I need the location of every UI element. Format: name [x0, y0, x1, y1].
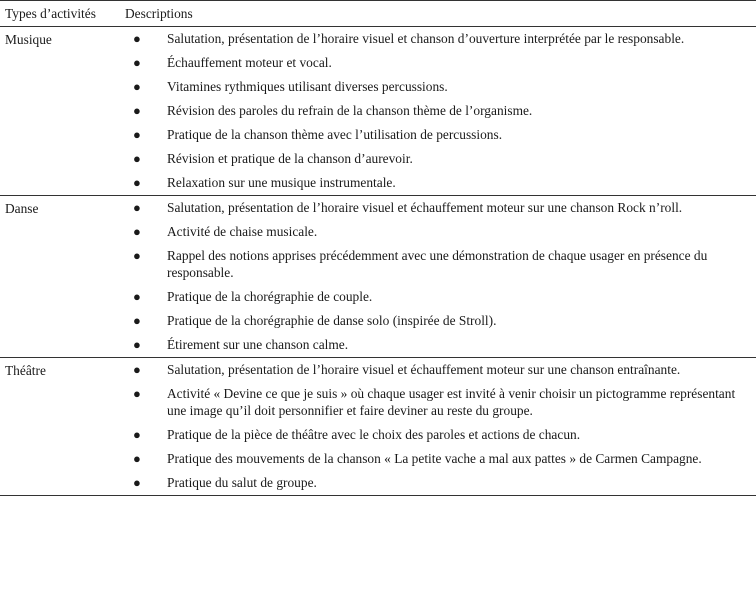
table-row: [0, 27, 756, 196]
bullet-icon: ●: [133, 427, 141, 442]
description-list: [120, 30, 756, 191]
bullet-icon: ●: [133, 103, 141, 118]
activity-type-cell: Musique: [0, 27, 120, 196]
list-item-text: Activité de chaise musicale.: [167, 224, 318, 239]
bullet-icon: ●: [133, 451, 141, 466]
list-item: [120, 223, 756, 240]
list-item-text: Salutation, présentation de l’horaire visuel et chanson d’ouverture interprétée par le responsable.: [167, 31, 685, 46]
list-item: [120, 247, 756, 281]
bullet-icon: ●: [133, 386, 141, 401]
table-row: [0, 358, 756, 496]
list-item: [120, 126, 756, 143]
list-item: [120, 102, 756, 119]
bullet-icon: ●: [133, 151, 141, 166]
bullet-icon: ●: [133, 200, 141, 215]
bullet-icon: ●: [133, 31, 141, 46]
header-activity-types: Types d’activités: [0, 1, 120, 27]
bullet-icon: ●: [133, 475, 141, 490]
list-item-text: Pratique de la chorégraphie de couple.: [167, 289, 373, 304]
header-descriptions: Descriptions: [120, 1, 756, 27]
list-item: [120, 336, 756, 353]
bullet-icon: ●: [133, 224, 141, 239]
bullet-icon: ●: [133, 175, 141, 190]
bullet-icon: ●: [133, 362, 141, 377]
list-item-text: Pratique de la pièce de théâtre avec le choix des paroles et actions de chacun.: [167, 427, 581, 442]
list-item: [120, 426, 756, 443]
description-cell: [120, 196, 756, 358]
activity-type-cell: Théâtre: [0, 358, 120, 496]
list-item-text: Rappel des notions apprises précédemment avec une démonstration de chaque usager en présence du responsable.: [167, 248, 708, 280]
list-item-text: Pratique du salut de groupe.: [167, 475, 317, 490]
list-item-text: Révision et pratique de la chanson d’aurevoir.: [167, 151, 413, 166]
list-item: [120, 174, 756, 191]
list-item: [120, 385, 756, 419]
bullet-icon: ●: [133, 337, 141, 352]
list-item-text: Pratique de la chanson thème avec l’utilisation de percussions.: [167, 127, 503, 142]
description-cell: [120, 358, 756, 496]
list-item-text: Relaxation sur une musique instrumentale.: [167, 175, 396, 190]
description-list: [120, 361, 756, 491]
bullet-icon: ●: [133, 55, 141, 70]
list-item-text: Pratique de la chorégraphie de danse solo (inspirée de Stroll).: [167, 313, 497, 328]
list-item: [120, 54, 756, 71]
table-body: [0, 27, 756, 496]
list-item-text: Vitamines rythmiques utilisant diverses percussions.: [167, 79, 448, 94]
table-row: [0, 196, 756, 358]
list-item: [120, 288, 756, 305]
table-header-row: [0, 1, 756, 27]
bullet-icon: ●: [133, 79, 141, 94]
list-item: [120, 450, 756, 467]
description-cell: [120, 27, 756, 196]
list-item-text: Salutation, présentation de l’horaire visuel et échauffement moteur sur une chanson entraînante.: [167, 362, 681, 377]
list-item: [120, 78, 756, 95]
list-item-text: Révision des paroles du refrain de la chanson thème de l’organisme.: [167, 103, 533, 118]
bullet-icon: ●: [133, 289, 141, 304]
list-item-text: Pratique des mouvements de la chanson « La petite vache a mal aux pattes » de Carmen Campagne.: [167, 451, 702, 466]
activity-type-cell: Danse: [0, 196, 120, 358]
list-item-text: Salutation, présentation de l’horaire visuel et échauffement moteur sur une chanson Rock n’roll.: [167, 200, 683, 215]
bullet-icon: ●: [133, 248, 141, 263]
list-item: [120, 30, 756, 47]
list-item: [120, 361, 756, 378]
list-item-text: Activité « Devine ce que je suis » où chaque usager est invité à venir choisir un pictogramme représentant une image qu’il doit personnifier et faire deviner au reste du groupe.: [167, 386, 736, 418]
list-item: [120, 199, 756, 216]
list-item-text: Étirement sur une chanson calme.: [167, 337, 349, 352]
bullet-icon: ●: [133, 313, 141, 328]
description-list: [120, 199, 756, 353]
list-item: [120, 474, 756, 491]
list-item-text: Échauffement moteur et vocal.: [167, 55, 332, 70]
list-item: [120, 312, 756, 329]
bullet-icon: ●: [133, 127, 141, 142]
list-item: [120, 150, 756, 167]
